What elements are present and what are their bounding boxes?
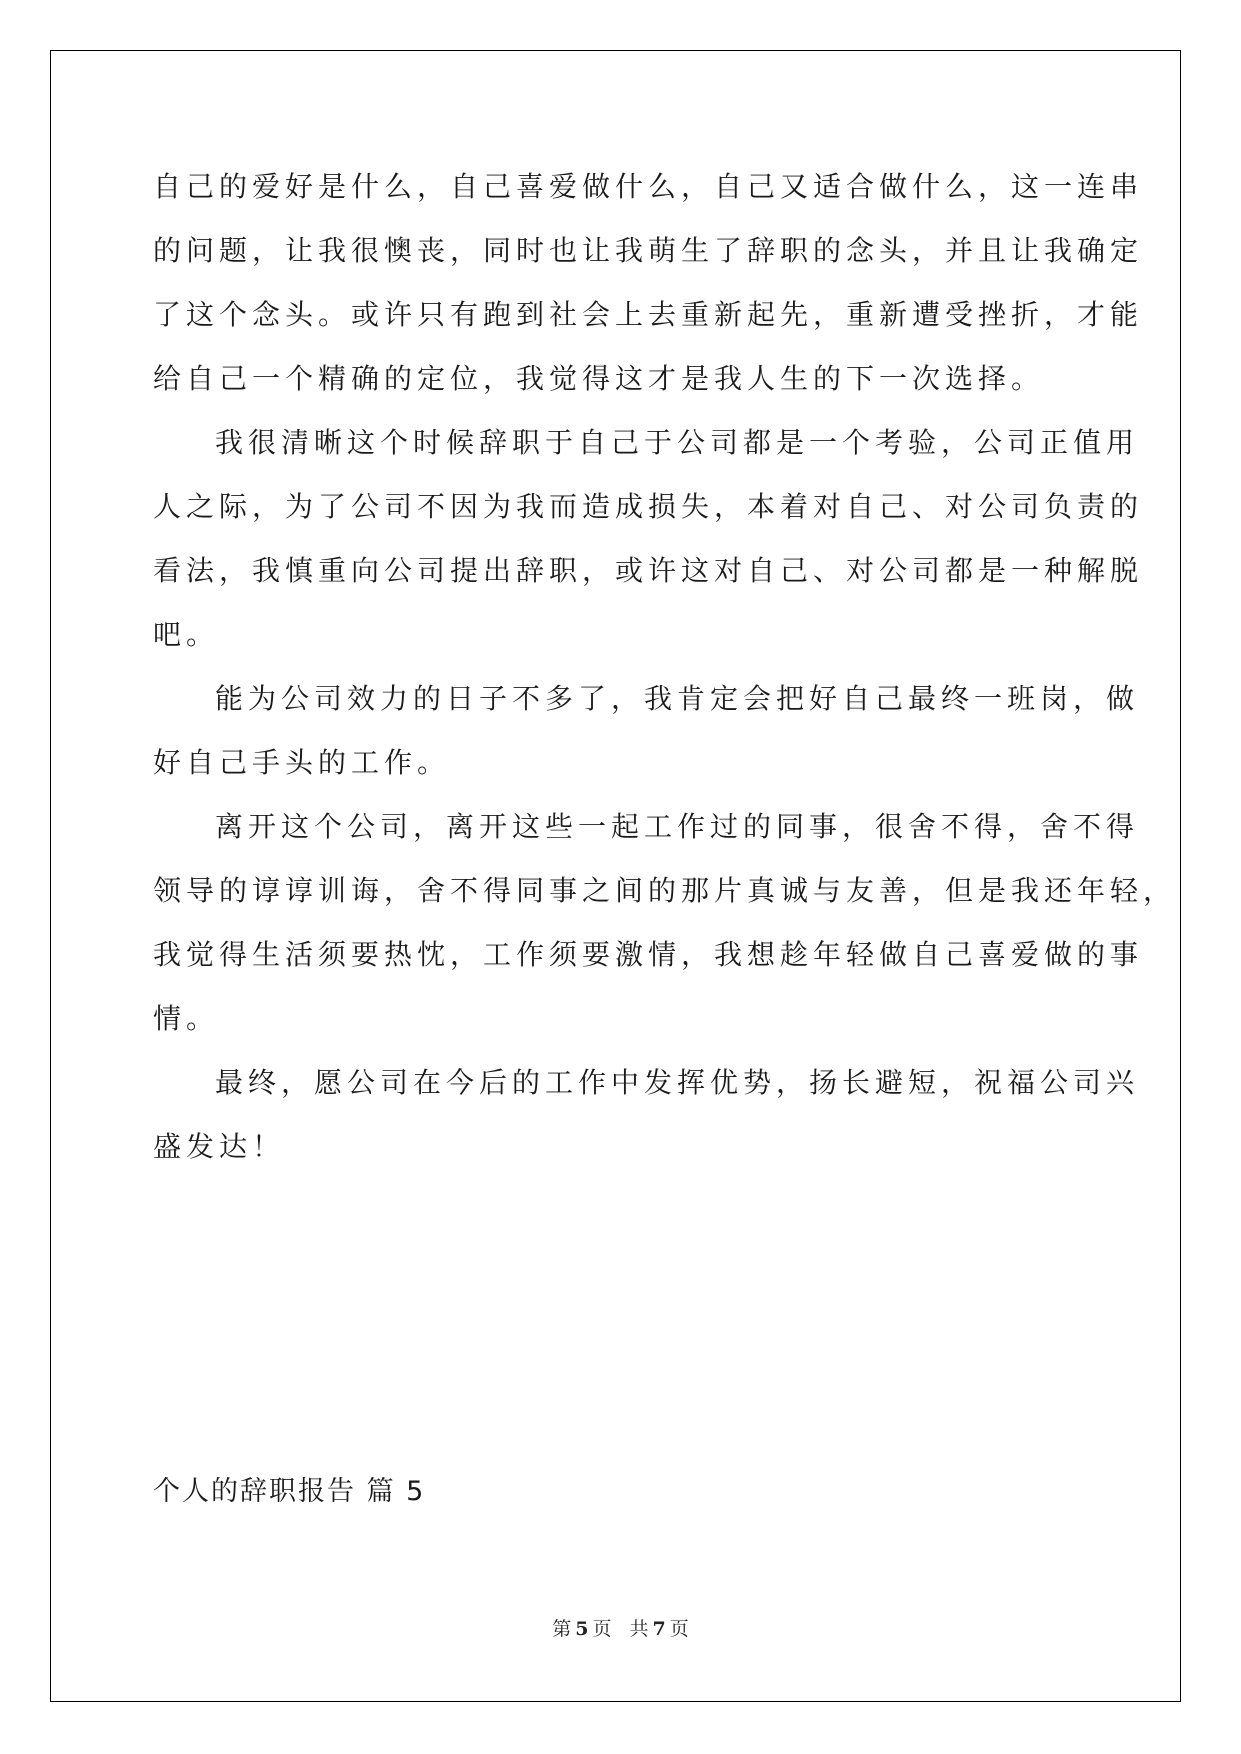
text-line: 的问题，让我很懊丧，同时也让我萌生了辞职的念头，并且让我确定 [153, 234, 1144, 267]
text-line: 情。 [153, 1002, 220, 1035]
page-number: 5 [575, 1618, 589, 1640]
text-line: 最终，愿公司在今后的工作中发挥优势，扬长避短，祝福公司兴 [215, 1066, 1140, 1099]
text-line: 了这个念头。或许只有跑到社会上去重新起先，重新遭受挫折，才能 [153, 298, 1144, 331]
text-line: 我很清晰这个时候辞职于自己于公司都是一个考验，公司正值用 [215, 426, 1140, 459]
text-line: 自己的爱好是什么，自己喜爱做什么，自己又适合做什么，这一连串 [153, 170, 1144, 203]
text-line: 领导的谆谆训诲，舍不得同事之间的那片真诚与友善，但是我还年轻， [153, 874, 1177, 907]
text-line: 给自己一个精确的定位，我觉得这才是我人生的下一次选择。 [153, 362, 1045, 395]
text-line: 能为公司效力的日子不多了，我肯定会把好自己最终一班岗，做 [215, 682, 1140, 715]
text-line: 看法，我慎重向公司提出辞职，或许这对自己、对公司都是一种解脱 [153, 554, 1144, 587]
text-line: 好自己手头的工作。 [153, 746, 451, 779]
section-heading: 个人的辞职报告 篇 5 [153, 1476, 426, 1507]
total-pages: 7 [652, 1618, 666, 1640]
page-prefix: 第 [552, 1618, 572, 1640]
text-line: 人之际，为了公司不因为我而造成损失，本着对自己、对公司负责的 [153, 490, 1144, 523]
total-suffix: 页 [669, 1618, 689, 1640]
text-line: 吧。 [153, 618, 220, 651]
page-footer [0, 1616, 1241, 1642]
text-line: 盛发达！ [153, 1130, 286, 1163]
text-line: 离开这个公司，离开这些一起工作过的同事，很舍不得，舍不得 [215, 810, 1140, 843]
text-line: 我觉得生活须要热忱，工作须要激情，我想趁年轻做自己喜爱做的事 [153, 938, 1144, 971]
total-prefix: 共 [629, 1618, 649, 1640]
page-suffix: 页 [592, 1618, 612, 1640]
